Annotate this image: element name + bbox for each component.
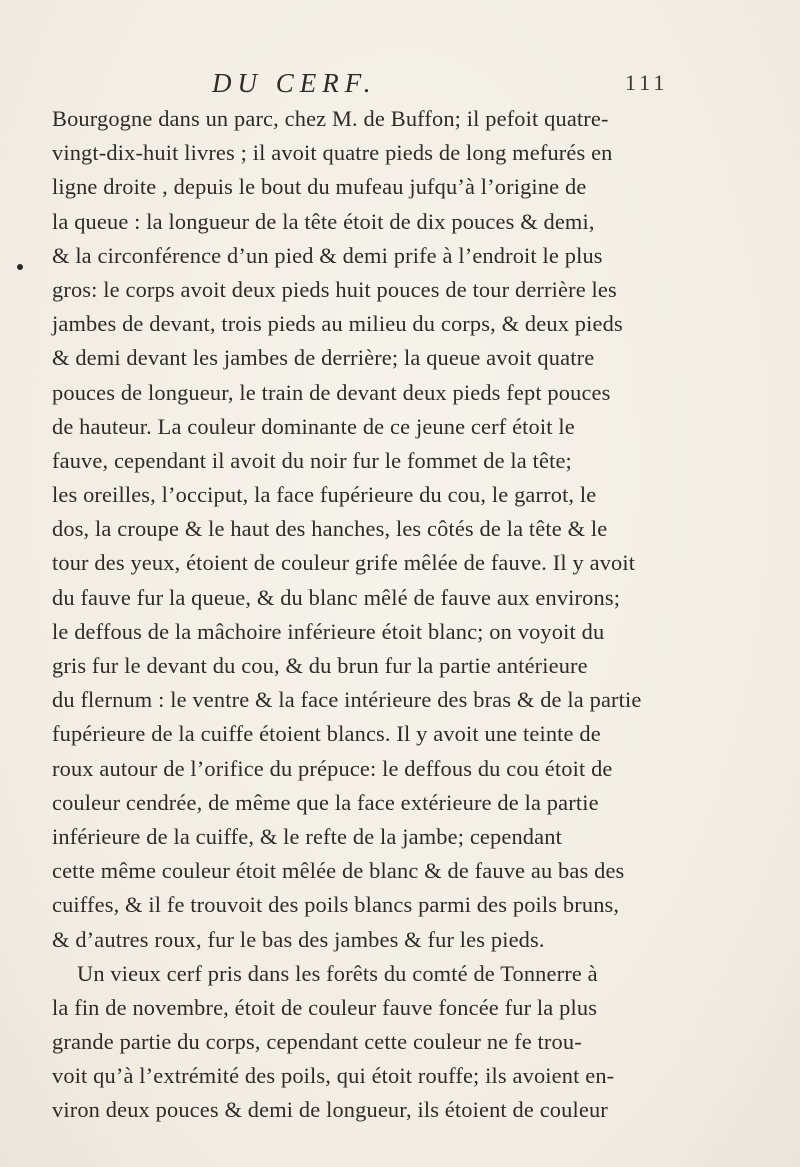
text-line: inférieure de la cuiffe, & le refte de la jambe; cependant (52, 823, 562, 849)
page-number: 111 (625, 70, 669, 95)
text-line: fupérieure de la cuiffe étoient blancs. Il y avoit une teinte de (52, 721, 601, 747)
text-line: le deffous de la mâchoire inférieure étoit blanc; on voyoit du (52, 618, 605, 644)
text-line: & d’autres roux, fur le bas des jambes & fur les pieds. (52, 926, 545, 952)
text-line: la queue : la longueur de la tête étoit de dix pouces & demi, (52, 208, 595, 234)
body-text (52, 102, 764, 1128)
text-line: jambes de devant, trois pieds au milieu du corps, & deux pieds (52, 311, 623, 337)
text-line: & demi devant les jambes de derrière; la queue avoit quatre (52, 345, 595, 371)
text-line: roux autour de l’orifice du prépuce: le deffous du cou étoit de (52, 755, 613, 781)
text-line: cuiffes, & il fe trouvoit des poils blancs parmi des poils bruns, (52, 892, 620, 918)
text-line: de hauteur. La couleur dominante de ce jeune cerf étoit le (52, 413, 575, 439)
text-line: viron deux pouces & demi de longueur, ils étoient de couleur (52, 1097, 608, 1123)
text-line: les oreilles, l’occiput, la face fupérieure du cou, le garrot, le (52, 482, 597, 508)
text-line: couleur cendrée, de même que la face extérieure de la partie (52, 789, 599, 815)
text-line: dos, la croupe & le haut des hanches, les côtés de la tête & le (52, 516, 608, 542)
text-line: vingt-dix-huit livres ; il avoit quatre pieds de long mefurés en (52, 140, 613, 166)
text-line: cette même couleur étoit mêlée de blanc & de fauve au bas des (52, 858, 625, 884)
text-line: fauve, cependant il avoit du noir fur le fommet de la tête; (52, 447, 572, 473)
text-line: & la circonférence d’un pied & demi prife à l’endroit le plus (52, 242, 603, 268)
text-line: ligne droite , depuis le bout du mufeau jufqu’à l’origine de (52, 174, 587, 200)
text-line: grande partie du corps, cependant cette couleur ne fe trou- (52, 1029, 582, 1055)
text-line: pouces de longueur, le train de devant deux pieds fept pouces (52, 379, 611, 405)
text-line: voit qu’à l’extrémité des poils, qui étoit rouffe; ils avoient en- (52, 1063, 615, 1089)
text-line: Bourgogne dans un parc, chez M. de Buffon; il pefoit quatre- (52, 106, 609, 131)
margin-ink-dot (17, 264, 23, 270)
running-head (0, 68, 800, 98)
text-line: la fin de novembre, étoit de couleur fauve foncée fur la plus (52, 994, 598, 1020)
text-line: gris fur le devant du cou, & du brun fur la partie antérieure (52, 653, 588, 678)
text-line: du flernum : le ventre & la face intérieure des bras & de la partie (52, 687, 642, 713)
running-title: DU CERF. (212, 68, 377, 98)
text-line: tour des yeux, étoient de couleur grife mêlée de fauve. Il y avoit (52, 550, 636, 576)
text-line: gros: le corps avoit deux pieds huit pouces de tour derrière les (52, 276, 617, 302)
paragraph-start-line: Un vieux cerf pris dans les forêts du comté de Tonnerre à (77, 960, 598, 986)
text-line: du fauve fur la queue, & du blanc mêlé de fauve aux environs; (52, 584, 621, 610)
